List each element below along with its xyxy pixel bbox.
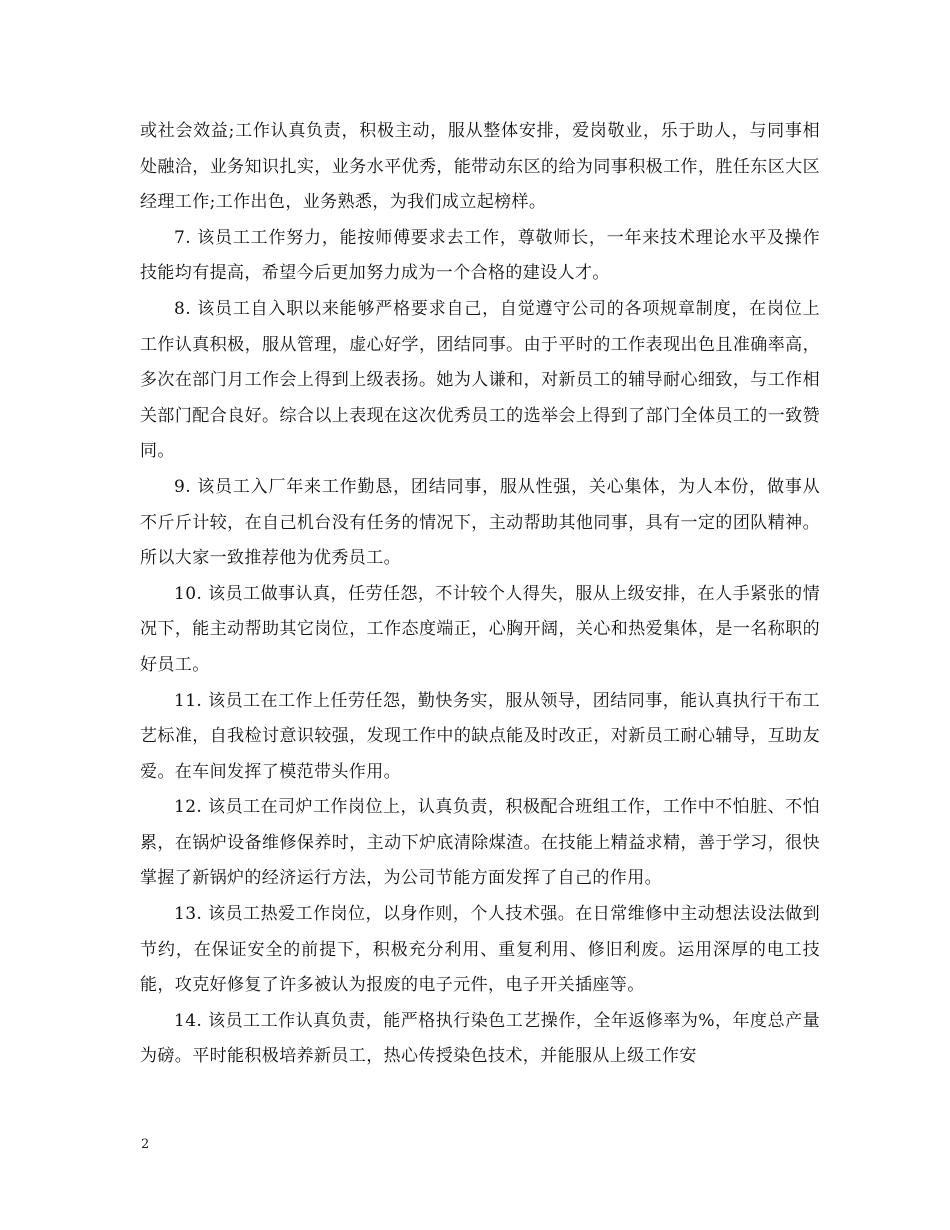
paragraph-item-9: 9. 该员工入厂年来工作勤恳，团结同事，服从性强，关心集体，为人本份，做事从不斤斤计较，在自己机台没有任务的情况下，主动帮助其他同事，具有一定的团队精神。所以大家一致推荐他为优秀员工。: [140, 476, 820, 569]
paragraph-item-8: 8. 该员工自入职以来能够严格要求自己，自觉遵守公司的各项规章制度，在岗位上工作认真积极，服从管理，虚心好学，团结同事。由于平时的工作表现出色且准确率高，多次在部门月工作会上得到上级表扬。她为人谦和，对新员工的辅导耐心细致，与工作相关部门配合良好。综合以上表现在这次优秀员工的选举会上得到了部门全体员工的一致赞同。: [140, 298, 820, 462]
document-body: [140, 114, 820, 1075]
paragraph-item-7: 7. 该员工工作努力，能按师傅要求去工作，尊敬师长，一年来技术理论水平及操作技能均有提高，希望今后更加努力成为一个合格的建设人才。: [140, 227, 820, 284]
paragraph-item-10: 10. 该员工做事认真，任劳任怨，不计较个人得失，服从上级安排，在人手紧张的情况下，能主动帮助其它岗位，工作态度端正，心胸开阔，关心和热爱集体，是一名称职的好员工。: [140, 583, 820, 675]
paragraph-continued: 或社会效益;工作认真负责，积极主动，服从整体安排，爱岗敬业，乐于助人，与同事相处融洽，业务知识扎实，业务水平优秀，能带动东区的给为同事积极工作，胜任东区大区经理工作;工作出色，业务熟悉，为我们成立起榜样。: [140, 121, 820, 213]
paragraph-item-13: 13. 该员工热爱工作岗位，以身作则，个人技术强。在日常维修中主动想法设法做到节约，在保证安全的前提下，积极充分利用、重复利用、修旧利废。运用深厚的电工技能，攻克好修复了许多被认为报废的电子元件，电子开关插座等。: [140, 904, 820, 996]
paragraph-item-12: 12. 该员工在司炉工作岗位上，认真负责，积极配合班组工作，工作中不怕脏、不怕累，在锅炉设备维修保养时，主动下炉底清除煤渣。在技能上精益求精，善于学习，很快掌握了新锅炉的经济运行方法，为公司节能方面发挥了自己的作用。: [140, 797, 820, 889]
page-number: 2: [141, 1137, 150, 1152]
paragraph-item-11: 11. 该员工在工作上任劳任怨，勤快务实，服从领导，团结同事，能认真执行干布工艺标准，自我检讨意识较强，发现工作中的缺点能及时改正，对新员工耐心辅导，互助友爱。在车间发挥了模范带头作用。: [140, 690, 820, 782]
paragraph-item-14: 14. 该员工工作认真负责，能严格执行染色工艺操作，全年返修率为%，年度总产量为磅。平时能积极培养新员工，热心传授染色技术，并能服从上级工作安: [140, 1010, 820, 1067]
